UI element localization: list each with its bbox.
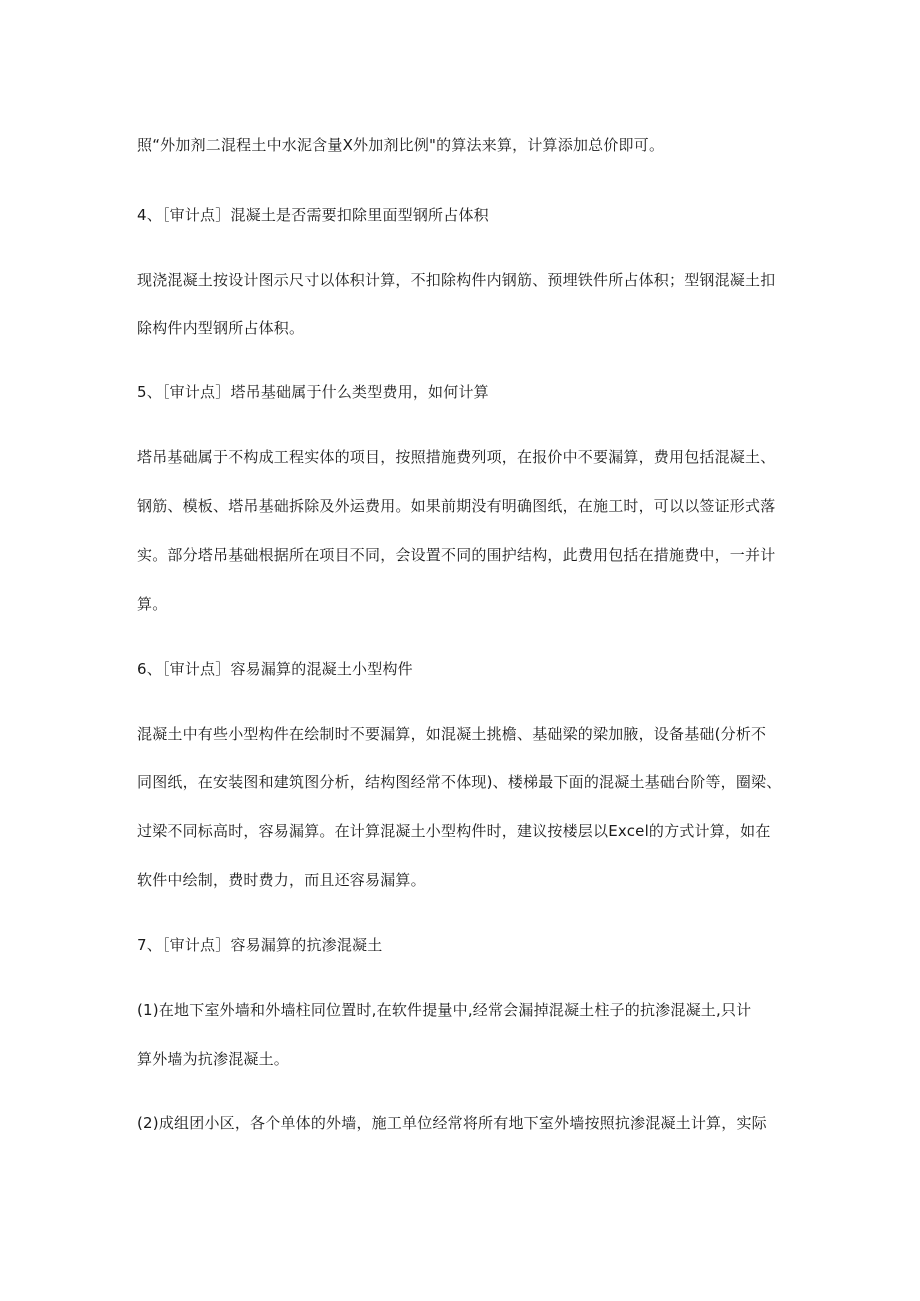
paragraph-line: 算外墙为抗渗混凝土。 — [137, 1050, 290, 1068]
section-heading: 4、［审计点］混凝土是否需要扣除里面型钢所占体积 — [137, 206, 489, 224]
section-heading: 5、［审计点］塔吊基础属于什么类型费用，如何计算 — [137, 383, 489, 401]
paragraph-line: (2)成组团小区，各个单体的外墙，施工单位经常将所有地下室外墙按照抗渗混凝土计算，实际 — [137, 1114, 767, 1132]
paragraph-line: 过梁不同标高时，容易漏算。在计算混凝土小型构件时，建议按楼层以Excel的方式计算，如在 — [137, 822, 771, 840]
paragraph-line: 同图纸，在安装图和建筑图分析，结构图经常不体现)、楼梯最下面的混凝土基础台阶等，圈梁、 — [137, 773, 782, 791]
paragraph-line: 算。 — [137, 595, 168, 613]
section-heading: 6、［审计点］容易漏算的混凝土小型构件 — [137, 660, 413, 678]
paragraph-line: 钢筋、模板、塔吊基础拆除及外运费用。如果前期没有明确图纸，在施工时，可以以签证形式落 — [137, 497, 776, 515]
paragraph-line: 软件中绘制，费时费力，而且还容易漏算。 — [137, 871, 426, 889]
paragraph-line: 塔吊基础属于不构成工程实体的项目，按照措施费列项，在报价中不要漏算，费用包括混凝土、 — [137, 448, 776, 466]
paragraph-line: (1)在地下室外墙和外墙柱同位置时,在软件提量中,经常会漏掉混凝土柱子的抗渗混凝土,只计 — [137, 1001, 752, 1019]
paragraph-line: 照“外加剂二混程土中水泥含量X外加剂比例"的算法来算，计算添加总价即可。 — [137, 136, 665, 154]
section-heading: 7、［审计点］容易漏算的抗渗混凝土 — [137, 936, 383, 954]
paragraph-line: 混凝土中有些小型构件在绘制时不要漏算，如混凝土挑檐、基础梁的梁加腋，设备基础(分析不 — [137, 725, 767, 743]
paragraph-line: 除构件内型钢所占体积。 — [137, 319, 305, 337]
paragraph-line: 实。部分塔吊基础根据所在项目不同，会设置不同的围护结构，此费用包括在措施费中，一并计 — [137, 546, 776, 564]
paragraph-line: 现浇混凝土按设计图示尺寸以体积计算，不扣除构件内钢筋、预埋铁件所占体积；型钢混凝土扣 — [137, 271, 776, 289]
